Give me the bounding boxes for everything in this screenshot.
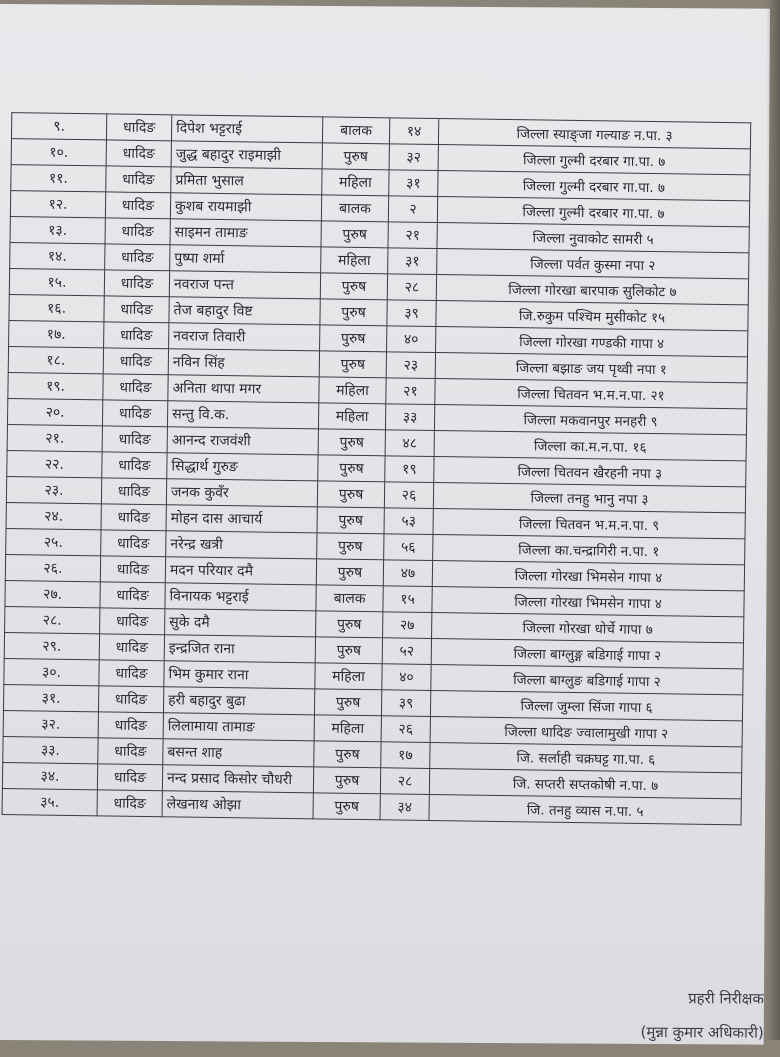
cell-district: धादिङ (103, 374, 168, 401)
cell-district: धादिङ (100, 608, 165, 635)
cell-gender: पुरुष (314, 689, 381, 716)
cell-name: हरी बहादुर बुढा (163, 687, 314, 715)
cell-address: जिल्ला बाग्लुङ्ग बडिगाई गापा २ (431, 638, 743, 668)
cell-age: २८ (387, 274, 436, 301)
cell-district: धादिङ (106, 140, 171, 167)
cell-address: जिल्ला धादिङ ज्वालामुखी गापा २ (430, 716, 742, 746)
cell-serial-number: ३२. (3, 711, 98, 738)
cell-gender: महिला (322, 169, 389, 196)
cell-name: नन्द प्रसाद किसोर चौधरी (162, 765, 313, 793)
cell-district: धादिङ (104, 322, 169, 349)
person-list-table (2, 112, 752, 825)
cell-serial-number: ३०. (4, 659, 99, 686)
cell-serial-number: २४. (6, 503, 101, 530)
cell-address: जिल्ला गोरखा भिमसेन गापा ४ (432, 560, 744, 590)
cell-serial-number: २५. (6, 529, 101, 556)
cell-serial-number: ३३. (3, 737, 98, 764)
cell-gender: पुरुष (313, 767, 380, 794)
cell-serial-number: ३४. (2, 763, 97, 790)
cell-gender: पुरुष (315, 637, 382, 664)
signatory-name: (मुन्ना कुमार अधिकारी) (640, 1022, 764, 1042)
cell-age: ३१ (389, 170, 438, 197)
cell-name: प्रमिता भुसाल (171, 167, 322, 195)
cell-gender: पुरुष (313, 793, 380, 820)
cell-age: २१ (388, 222, 437, 249)
cell-age: ४७ (383, 560, 432, 587)
cell-age: ३९ (387, 300, 436, 327)
cell-name: लिलामाया तामाङ (163, 713, 314, 741)
cell-district: धादिङ (101, 530, 166, 557)
cell-age: २६ (384, 482, 433, 509)
cell-name: सिद्धार्थ गुरुङ (167, 453, 318, 481)
cell-name: नरेन्द्र खत्री (166, 531, 317, 559)
cell-gender: पुरुष (318, 429, 385, 456)
cell-address: जिल्ला चितवन भ.म.न.पा. ९ (433, 509, 745, 539)
cell-serial-number: २३. (6, 477, 101, 504)
cell-district: धादिङ (97, 790, 162, 817)
cell-address: जिल्ला नुवाकोट सामरी ५ (437, 223, 749, 253)
cell-gender: पुरुष (321, 221, 388, 248)
cell-district: धादिङ (97, 764, 162, 791)
cell-name: विनायक भट्टराई (165, 583, 316, 611)
cell-serial-number: ९. (11, 113, 106, 140)
page-edge-shadow (766, 0, 780, 1040)
cell-name: पुष्पा शर्मा (170, 245, 321, 273)
cell-serial-number: १९. (8, 373, 103, 400)
cell-age: २७ (383, 612, 432, 639)
cell-name: भिम कुमार राना (164, 661, 315, 689)
cell-address: जि.रुकुम पश्चिम मुसीकोट १५ (436, 301, 748, 331)
cell-serial-number: २२. (7, 451, 102, 478)
cell-gender: पुरुष (317, 533, 384, 560)
cell-name: जनक कुवँर (166, 479, 317, 507)
cell-name: साइमन तामाङ (170, 219, 321, 247)
cell-district: धादिङ (105, 244, 170, 271)
cell-age: २१ (386, 378, 435, 405)
cell-name: तेज बहादुर विष्ट (169, 297, 320, 325)
cell-serial-number: १३. (10, 217, 105, 244)
cell-serial-number: १४. (10, 243, 105, 270)
cell-name: दिपेश भट्टराई (171, 115, 322, 143)
cell-address: जिल्ला जुम्ला सिंजा गापा ६ (430, 690, 742, 720)
cell-name: मोहन दास आचार्य (166, 505, 317, 533)
paper-sheet (0, 4, 770, 1045)
cell-serial-number: ११. (11, 165, 106, 192)
cell-address: जि. सप्तरी सप्तकोषी न.पा. ७ (429, 768, 741, 798)
cell-age: २३ (386, 352, 435, 379)
cell-age: २६ (381, 716, 430, 743)
cell-address: जिल्ला गोरखा धोर्चे गापा ७ (432, 612, 744, 642)
cell-age: ३३ (385, 404, 434, 431)
cell-age: ३९ (381, 690, 430, 717)
cell-serial-number: २१. (7, 425, 102, 452)
cell-address: जिल्ला गुल्मी दरबार गा.पा. ७ (437, 197, 749, 227)
cell-address: जिल्ला चितवन भ.म.न.पा. २१ (435, 379, 747, 409)
cell-serial-number: १८. (8, 347, 103, 374)
cell-address: जि. तनहु व्यास न.पा. ५ (429, 794, 741, 824)
cell-age: ३४ (380, 794, 429, 821)
table-body (2, 113, 751, 825)
cell-name: नविन सिंह (168, 349, 319, 377)
signatory-title: प्रहरी निरीक्षक (688, 989, 764, 1008)
cell-district: धादिङ (98, 712, 163, 739)
cell-district: धादिङ (103, 348, 168, 375)
cell-gender: पुरुष (322, 143, 389, 170)
cell-district: धादिङ (102, 452, 167, 479)
cell-gender: महिला (321, 247, 388, 274)
cell-district: धादिङ (102, 400, 167, 427)
cell-name: अनिता थापा मगर (168, 375, 319, 403)
cell-name: लेखनाथ ओझा (162, 791, 313, 819)
cell-age: १५ (383, 586, 432, 613)
cell-age: २८ (380, 768, 429, 795)
cell-address: जिल्ला का.म.न.पा. १६ (434, 431, 746, 461)
cell-serial-number: २९. (4, 633, 99, 660)
cell-district: धादिङ (99, 660, 164, 687)
cell-gender: पुरुष (320, 273, 387, 300)
cell-gender: पुरुष (320, 325, 387, 352)
cell-district: धादिङ (101, 504, 166, 531)
cell-gender: पुरुष (314, 741, 381, 768)
cell-serial-number: ३५. (2, 789, 97, 816)
cell-address: जिल्ला गुल्मी दरबार गा.पा. ७ (438, 145, 750, 175)
cell-gender: पुरुष (317, 481, 384, 508)
cell-age: ४० (382, 664, 431, 691)
cell-address: जि. सर्लाही चक्रघट्ट गा.पा. ६ (430, 742, 742, 772)
cell-district: धादिङ (98, 738, 163, 765)
cell-gender: बालक (316, 585, 383, 612)
cell-gender: पुरुष (320, 299, 387, 326)
cell-gender: पुरुष (317, 507, 384, 534)
cell-serial-number: २०. (7, 399, 102, 426)
cell-age: ३१ (388, 248, 437, 275)
cell-address: जिल्ला गोरखा बारपाक सुलिकोट ७ (436, 275, 748, 305)
cell-age: २ (388, 196, 437, 223)
cell-serial-number: ३१. (3, 685, 98, 712)
cell-gender: बालक (322, 117, 389, 144)
cell-serial-number: २६. (5, 555, 100, 582)
cell-address: जिल्ला पर्वत कुस्मा नपा २ (437, 249, 749, 279)
cell-serial-number: २७. (5, 581, 100, 608)
cell-age: १७ (381, 742, 430, 769)
cell-address: जिल्ला स्याङ्जा गल्याङ न.पा. ३ (438, 119, 750, 149)
cell-serial-number: १२. (10, 191, 105, 218)
cell-district: धादिङ (100, 582, 165, 609)
cell-age: ३२ (389, 144, 438, 171)
cell-age: ४८ (385, 430, 434, 457)
cell-serial-number: १७. (9, 321, 104, 348)
cell-address: जिल्ला मकवानपुर मनहरी ९ (434, 405, 746, 435)
cell-gender: पुरुष (316, 559, 383, 586)
cell-serial-number: १५. (9, 269, 104, 296)
cell-serial-number: २८. (5, 607, 100, 634)
cell-age: ४० (387, 326, 436, 353)
cell-address: जिल्ला बझाङ जय पृथ्वी नपा १ (435, 353, 747, 383)
cell-address: जिल्ला गुल्मी दरबार गा.पा. ७ (438, 171, 750, 201)
cell-gender: पुरुष (318, 455, 385, 482)
cell-name: कुशब रायमाझी (170, 193, 321, 221)
cell-name: जुद्ध बहादुर राइमाझी (171, 141, 322, 169)
cell-district: धादिङ (100, 556, 165, 583)
cell-district: धादिङ (98, 686, 163, 713)
cell-district: धादिङ (105, 192, 170, 219)
cell-gender: पुरुष (319, 351, 386, 378)
cell-name: मदन परियार दमै (165, 557, 316, 585)
cell-address: जिल्ला गोरखा गण्डकी गापा ४ (436, 327, 748, 357)
cell-address: जिल्ला चितवन खैरहनी नपा ३ (434, 457, 746, 487)
cell-name: बसन्त शाह (163, 739, 314, 767)
cell-name: इन्द्रजित राना (164, 635, 315, 663)
cell-name: आनन्द राजवंशी (167, 427, 318, 455)
signature-block (584, 988, 764, 1057)
cell-serial-number: १०. (11, 139, 106, 166)
cell-age: ५६ (384, 534, 433, 561)
cell-district: धादिङ (105, 218, 170, 245)
cell-gender: बालक (321, 195, 388, 222)
cell-address: जिल्ला का.चन्द्रागिरी न.पा. १ (433, 534, 745, 564)
cell-serial-number: १६. (9, 295, 104, 322)
cell-age: ५२ (382, 638, 431, 665)
cell-district: धादिङ (106, 166, 171, 193)
cell-age: ५३ (384, 508, 433, 535)
cell-gender: पुरुष (316, 611, 383, 638)
cell-age: १९ (385, 456, 434, 483)
cell-gender: महिला (315, 663, 382, 690)
cell-name: सन्तु वि.क. (167, 401, 318, 429)
cell-district: धादिङ (99, 634, 164, 661)
cell-address: जिल्ला गोरखा भिमसेन गापा ४ (432, 586, 744, 616)
cell-name: सुके दमै (165, 609, 316, 637)
cell-name: नवराज तिवारी (169, 323, 320, 351)
cell-name: नवराज पन्त (169, 271, 320, 299)
cell-gender: महिला (318, 403, 385, 430)
cell-district: धादिङ (106, 114, 171, 141)
cell-district: धादिङ (102, 426, 167, 453)
cell-gender: महिला (319, 377, 386, 404)
cell-district: धादिङ (104, 296, 169, 323)
cell-gender: महिला (314, 715, 381, 742)
cell-address: जिल्ला बाग्लुङ बडिगाई गापा २ (431, 664, 743, 694)
cell-district: धादिङ (101, 478, 166, 505)
cell-district: धादिङ (104, 270, 169, 297)
cell-age: १४ (389, 118, 438, 145)
cell-address: जिल्ला तनहु भानु नपा ३ (433, 483, 745, 513)
